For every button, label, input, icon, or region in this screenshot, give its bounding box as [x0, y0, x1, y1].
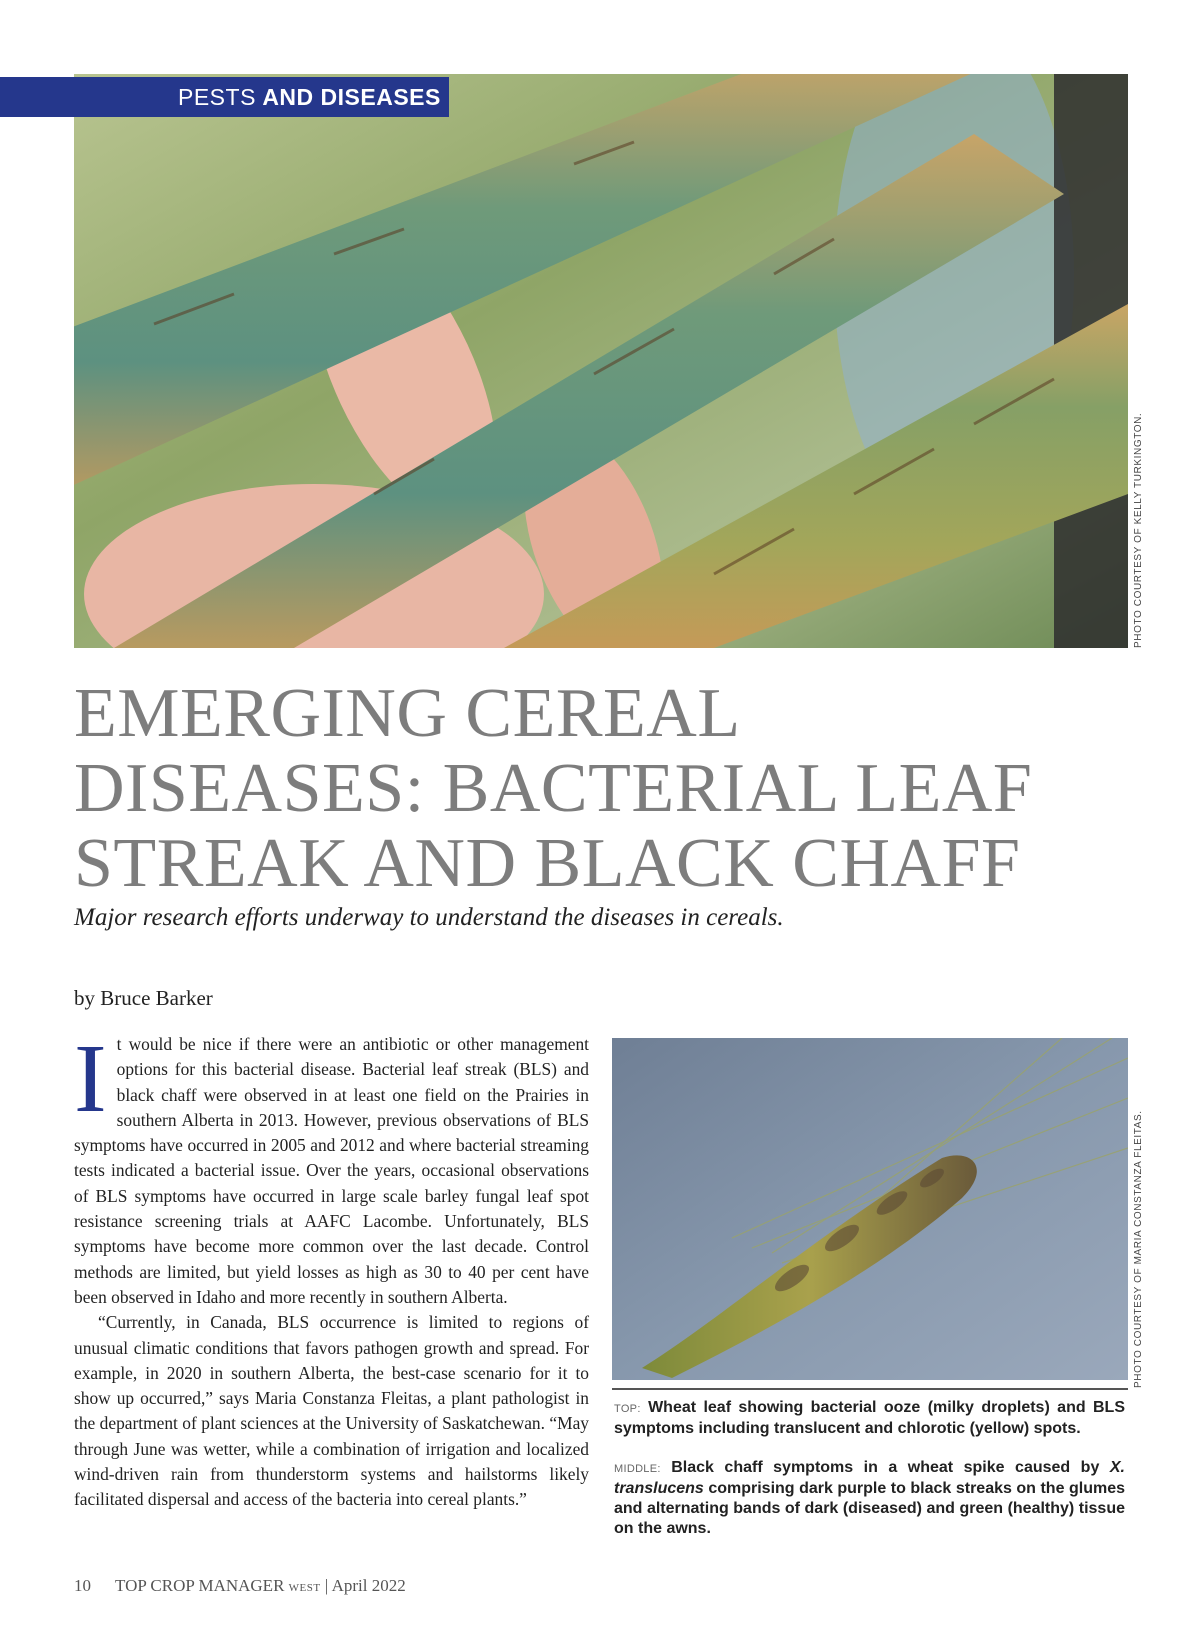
- section-tag: [0, 77, 449, 117]
- article-paragraph-1: [74, 1025, 589, 1310]
- article-body: [74, 1025, 589, 1513]
- caption-top: [614, 1398, 1125, 1439]
- hero-photo: [74, 74, 1128, 648]
- footer: [74, 1576, 406, 1596]
- article-paragraph-2: “Currently, in Canada, BLS occurrence is limited to regions of unusual climatic conditions that favors pathogen growth and spread. For example, in 2020 in southern Alberta, the best-case scenario for it to show up occurred,” says Maria Constanza Fleitas, a plant pathologist in the department of plant sciences at the University of Saskatchewan. “May through June was wetter, while a combination of irrigation and localized wind-driven rain from thunderstorm systems and hailstorms likely facilitated dispersal and access of the bacteria into cereal plants.”: [74, 1312, 589, 1510]
- section-tag-light: PESTS: [178, 84, 256, 110]
- magazine-name: TOP CROP MANAGER: [115, 1576, 285, 1595]
- spike-photo-credit: PHOTO COURTESY OF MARIA CONSTANZA FLEITAS.: [1133, 1110, 1144, 1388]
- deck: Major research efforts underway to understand the diseases in cereals.: [74, 904, 784, 931]
- headline-line-3: STREAK AND BLACK CHAFF: [74, 825, 1021, 902]
- drop-cap: I: [74, 1025, 107, 1133]
- article-paragraph-1-text: t would be nice if there were an antibiotic or other management options for this bacterial disease. Bacterial leaf streak (BLS) and black chaff were observed in at least one field on the Prairies in southern Alberta in 2013. However, previous observations of BLS symptoms have occurred in 2005 and 2012 and where bacterial streaming tests indicated a bacterial issue. Over the years, occasional observations of BLS symptoms have occurred in large scale barley fungal leaf spot resistance screening trials at AAFC Lacombe. Unfortunately, BLS symptoms have become more common over the last decade. Control methods are limited, but yield losses as high as 30 to 40 per cent have been observed in Idaho and more recently in southern Alberta.: [74, 1034, 589, 1307]
- spike-photo: [612, 1038, 1128, 1380]
- magazine-edition: WEST: [288, 1582, 321, 1594]
- wheat-spike-photo-icon: [612, 1038, 1128, 1380]
- caption-divider: [612, 1388, 1128, 1390]
- caption-middle-post: comprising dark purple to black streaks on the glumes and alternating bands of dark (diseased) and green (healthy) tissue on the awns.: [614, 1480, 1125, 1537]
- caption-top-text: Wheat leaf showing bacterial ooze (milky droplets) and BLS symptoms including translucent and chlorotic (yellow) spots.: [614, 1399, 1125, 1437]
- leaf-photo-icon: [74, 74, 1128, 648]
- headline-line-1: EMERGING CEREAL: [74, 675, 741, 752]
- caption-middle: [614, 1458, 1125, 1539]
- issue-date: | April 2022: [324, 1576, 406, 1595]
- caption-middle-pre: Black chaff symptoms in a wheat spike caused by: [671, 1459, 1100, 1476]
- caption-middle-species: X. translucens: [614, 1459, 1125, 1497]
- headline: [74, 676, 1134, 901]
- section-tag-bold: AND DISEASES: [262, 84, 441, 110]
- caption-top-lead: TOP:: [614, 1403, 641, 1415]
- hero-photo-credit: PHOTO COURTESY OF KELLY TURKINGTON.: [1133, 412, 1144, 648]
- byline: by Bruce Barker: [74, 986, 213, 1010]
- headline-line-2: DISEASES: BACTERIAL LEAF: [74, 750, 1033, 827]
- caption-middle-lead: MIDDLE:: [614, 1463, 661, 1475]
- page-number: 10: [74, 1576, 91, 1595]
